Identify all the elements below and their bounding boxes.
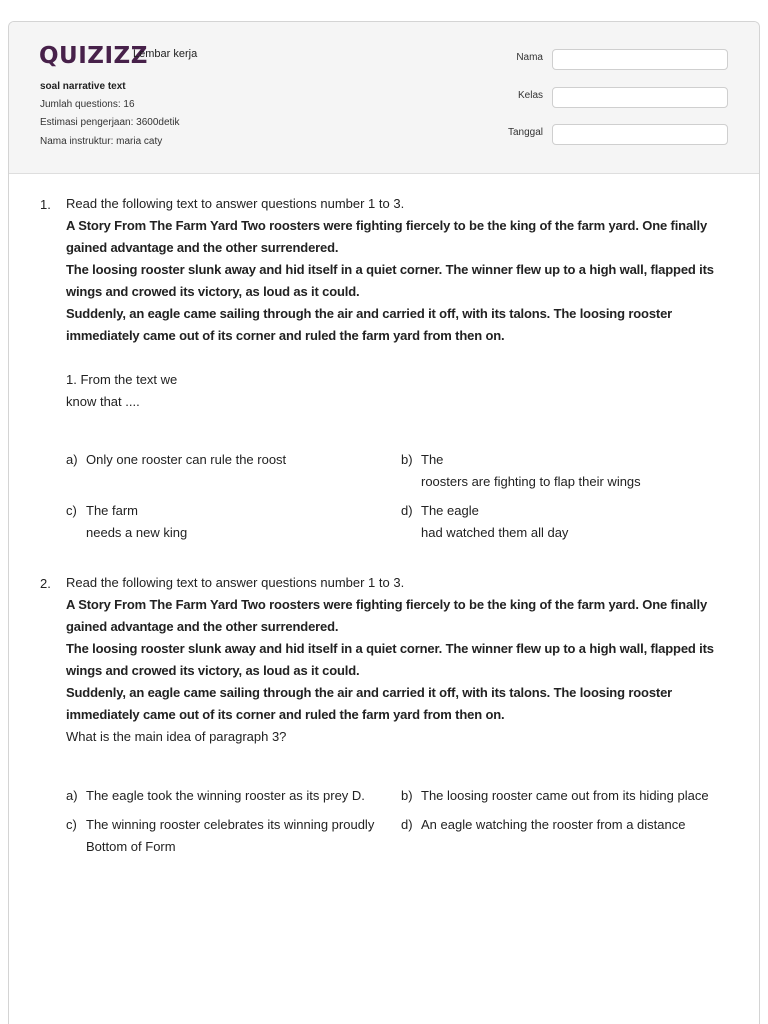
name-field[interactable] bbox=[552, 49, 728, 70]
story-line: gained advantage and the other surrendered. bbox=[66, 619, 339, 634]
question-number: 2. bbox=[40, 576, 51, 591]
prompt-line: 1. From the text we bbox=[66, 372, 178, 387]
date-field[interactable] bbox=[552, 124, 728, 145]
option-text: roosters are fighting to flap their wings bbox=[421, 474, 641, 489]
worksheet-label: Lembar kerja bbox=[133, 48, 198, 60]
class-field[interactable] bbox=[552, 87, 728, 108]
worksheet bbox=[8, 21, 760, 1024]
option-letter: a) bbox=[66, 452, 78, 467]
question-intro: Read the following text to answer questions number 1 to 3. bbox=[66, 575, 405, 590]
story-line: Suddenly, an eagle came sailing through the air and carried it off, with its talons. The loosing rooster bbox=[66, 306, 673, 321]
option-text: needs a new king bbox=[86, 525, 188, 540]
option-letter: b) bbox=[401, 788, 413, 803]
question-prompt bbox=[66, 369, 726, 413]
option-text: The winning rooster celebrates its winning proudly bbox=[86, 817, 375, 832]
story-line: immediately came out of its corner and ruled the farm yard from then on. bbox=[66, 328, 505, 343]
question-number: 1. bbox=[40, 197, 51, 212]
option-letter: a) bbox=[66, 788, 78, 803]
question-intro: Read the following text to answer questions number 1 to 3. bbox=[66, 196, 405, 211]
option-text: The farm bbox=[86, 503, 139, 518]
story-line: A Story From The Farm Yard Two roosters were fighting fiercely to be the king of the farm yard. One finally bbox=[66, 597, 708, 612]
question-text bbox=[66, 193, 726, 347]
date-label: Tanggal bbox=[507, 127, 543, 138]
worksheet-header bbox=[9, 22, 759, 174]
name-label: Nama bbox=[516, 52, 543, 63]
story-line: wings and crowed its victory, as loud as it could. bbox=[66, 284, 360, 299]
quizizz-logo: QUIZIZZ bbox=[39, 43, 148, 69]
option-text: The eagle bbox=[421, 503, 479, 518]
story-line: A Story From The Farm Yard Two roosters were fighting fiercely to be the king of the farm yard. One finally bbox=[66, 218, 708, 233]
story-line: immediately came out of its corner and ruled the farm yard from then on. bbox=[66, 707, 505, 722]
option-letter: b) bbox=[401, 452, 413, 467]
option-text: An eagle watching the rooster from a distance bbox=[421, 817, 686, 832]
story-line: wings and crowed its victory, as loud as it could. bbox=[66, 663, 360, 678]
instructor-name: Nama instruktur: maria caty bbox=[40, 136, 163, 147]
option-text: The eagle took the winning rooster as its prey D. bbox=[86, 788, 365, 803]
option-letter: c) bbox=[66, 817, 77, 832]
question-count: Jumlah questions: 16 bbox=[40, 99, 135, 110]
worksheet-title: soal narrative text bbox=[40, 81, 126, 92]
story-line: The loosing rooster slunk away and hid itself in a quiet corner. The winner flew up to a high wall, flapped its bbox=[66, 262, 714, 277]
class-label: Kelas bbox=[517, 90, 543, 101]
option-letter: d) bbox=[401, 503, 413, 518]
question-text bbox=[66, 572, 726, 748]
time-estimate: Estimasi pengerjaan: 3600detik bbox=[40, 117, 180, 128]
story-line: Suddenly, an eagle came sailing through the air and carried it off, with its talons. The loosing rooster bbox=[66, 685, 673, 700]
option-letter: c) bbox=[66, 503, 77, 518]
option-text: Bottom of Form bbox=[86, 839, 176, 854]
question-prompt: What is the main idea of paragraph 3? bbox=[66, 729, 287, 744]
option-letter: d) bbox=[401, 817, 413, 832]
option-text: Only one rooster can rule the roost bbox=[86, 452, 287, 467]
story-line: gained advantage and the other surrendered. bbox=[66, 240, 339, 255]
option-text: had watched them all day bbox=[421, 525, 569, 540]
option-text: The bbox=[421, 452, 444, 467]
option-text: The loosing rooster came out from its hiding place bbox=[421, 788, 709, 803]
story-line: The loosing rooster slunk away and hid itself in a quiet corner. The winner flew up to a high wall, flapped its bbox=[66, 641, 714, 656]
prompt-line: know that .... bbox=[66, 394, 140, 409]
